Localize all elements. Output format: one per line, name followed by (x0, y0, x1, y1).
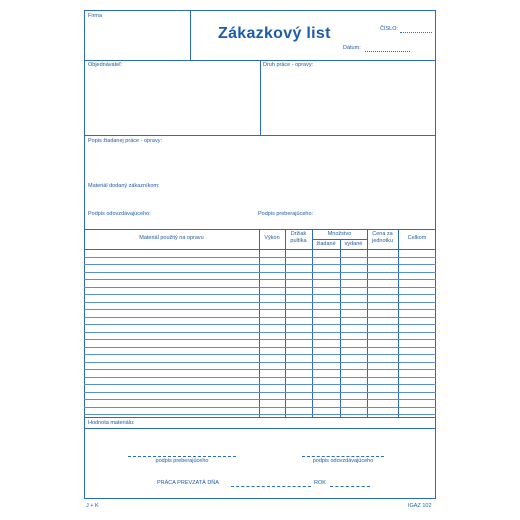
col-header-drziak-2: pultíka (290, 238, 307, 244)
praca-prevzata-label: PRÁCA PREVZATÁ DŇA (157, 480, 219, 486)
material-dodany-label: Materiál dodaný zákazníkom: (88, 183, 160, 189)
praca-prevzata-date-field[interactable] (231, 486, 311, 487)
col-header-vydane: vydané (344, 241, 363, 247)
table-row-line (84, 287, 436, 288)
podpis-odovzdavajuceho-caption: podpis odovzdávajúceho (312, 458, 374, 464)
podpis-odovzdavajuceho-label: Podpis odovzdávajúceho: (88, 211, 151, 217)
table-row-line (84, 279, 436, 280)
table-bottom-line (84, 417, 436, 418)
table-row-line (84, 347, 436, 348)
section1-divider (260, 60, 261, 135)
col-header-ziadane: žiadané (316, 241, 336, 247)
datum-label: Dátum: (343, 45, 361, 51)
table-row-line (84, 257, 436, 258)
table-row-line (84, 377, 436, 378)
table-row-line (84, 294, 436, 295)
right-code: IGAZ 102 (408, 503, 432, 509)
table-row-line (84, 399, 436, 400)
mnozstvo-sub-line (312, 239, 367, 240)
table-row-line (84, 362, 436, 363)
col-header-cena-2: jednotku (372, 238, 393, 244)
cislo-field[interactable] (400, 32, 432, 33)
firma-label: Firma (88, 13, 103, 19)
table-row-line (84, 414, 436, 415)
rok-field[interactable] (330, 486, 370, 487)
table-row-line (84, 309, 436, 310)
table-row-line (84, 369, 436, 370)
section2-bottom-line (84, 229, 436, 230)
table-row-line (84, 354, 436, 355)
podpis-odovzdavajuceho-line[interactable] (302, 456, 384, 457)
table-row-line (84, 392, 436, 393)
col-divider-4 (340, 239, 341, 417)
col-header-material: Materiál použitý na opravu (139, 235, 204, 241)
rok-label: ROK (314, 480, 326, 486)
datum-field[interactable] (365, 51, 410, 52)
left-code: J + K (86, 503, 99, 509)
table-row-line (84, 264, 436, 265)
page-title: Zákazkový list (218, 25, 331, 42)
col-header-vykon: Výkon (264, 235, 280, 241)
popis-label: Popis žiadanej práce - opravy: (88, 138, 162, 144)
col-header-cena-1: Cena za (372, 231, 393, 237)
table-row-line (84, 339, 436, 340)
table-header-bottom-line (84, 249, 436, 250)
hodnota-materialu-label: Hodnota materiálu: (88, 420, 135, 426)
hodnota-bottom-line (84, 428, 436, 429)
col-header-mnozstvo: Množstvo (327, 231, 352, 237)
table-row-line (84, 302, 436, 303)
header-divider (190, 10, 191, 60)
col-header-celkom: Celkom (407, 235, 427, 241)
table-row-line (84, 332, 436, 333)
table-row-line (84, 272, 436, 273)
section1-bottom-line (84, 135, 436, 136)
cislo-label: ČÍSLO: (380, 26, 399, 32)
podpis-preberajuceho-line[interactable] (128, 456, 236, 457)
table-row-line (84, 324, 436, 325)
objednavatel-label: Objednávateľ: (88, 62, 123, 68)
table-row-line (84, 384, 436, 385)
table-row-line (84, 407, 436, 408)
podpis-preberajuceho-caption: podpis preberajúceho (155, 458, 209, 464)
druh-prace-label: Druh práce - opravy: (263, 62, 314, 68)
col-header-drziak-1: Držiak (290, 231, 307, 237)
table-row-line (84, 317, 436, 318)
podpis-preberajuceho-label: Podpis preberajúceho: (258, 211, 314, 217)
